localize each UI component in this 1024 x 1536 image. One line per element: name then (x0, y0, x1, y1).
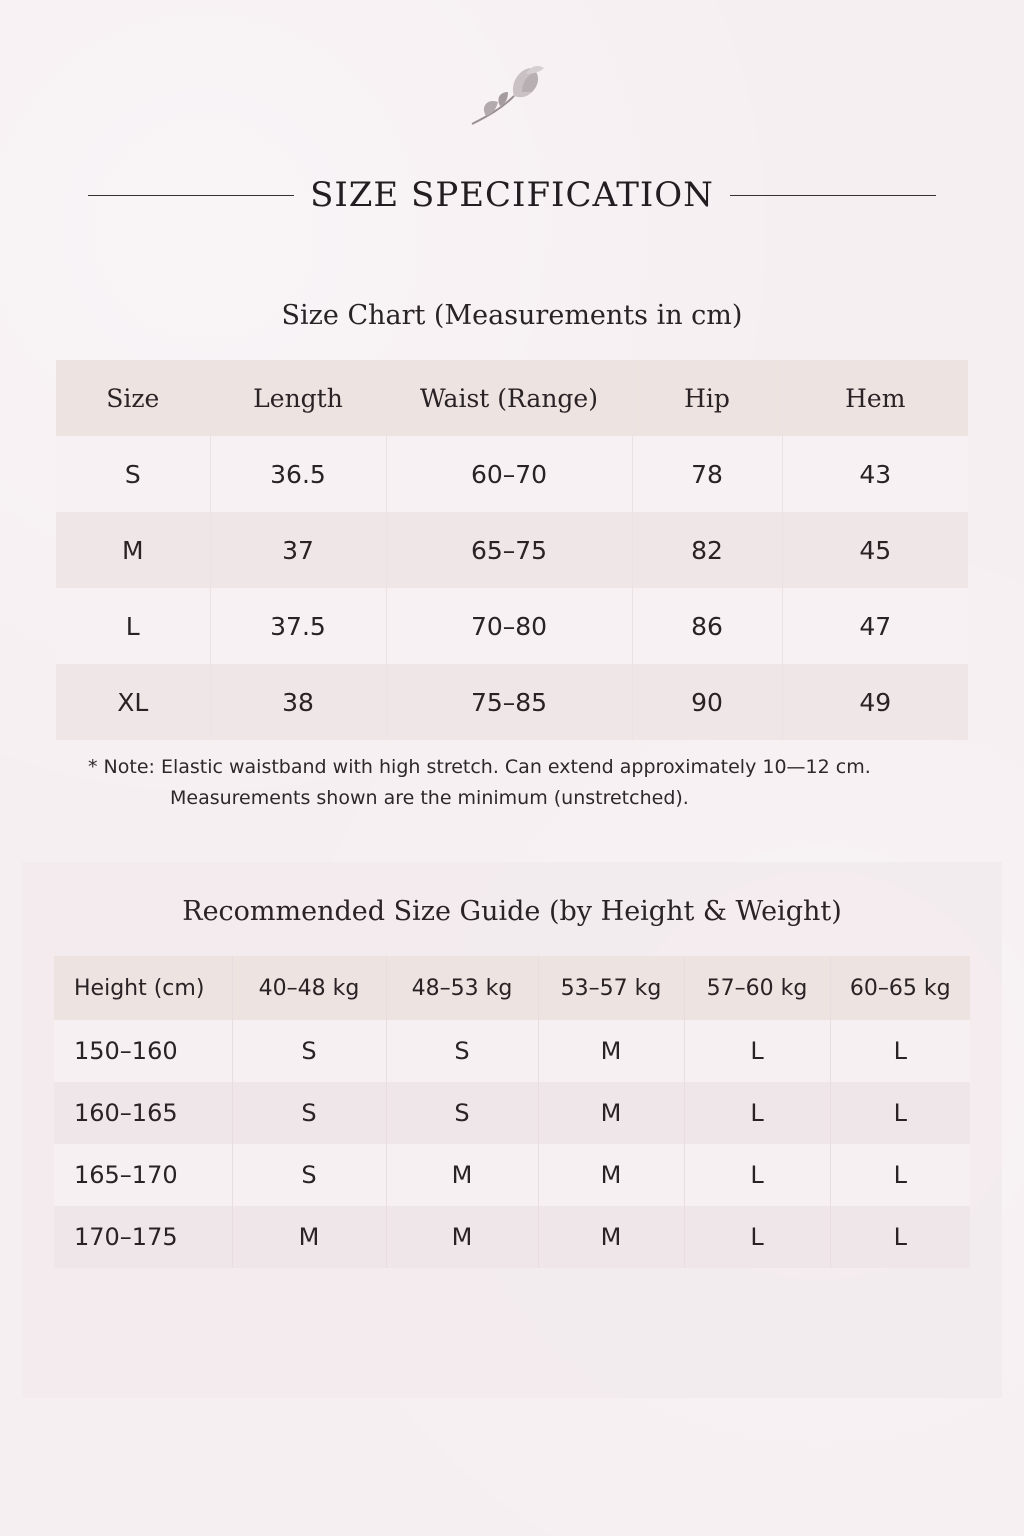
table-cell: 90 (632, 664, 782, 740)
table-cell: M (386, 1144, 538, 1206)
table-cell: 43 (782, 436, 968, 512)
table-cell: 49 (782, 664, 968, 740)
table-cell: S (232, 1144, 386, 1206)
size-guide-header: 60–65 kg (830, 956, 970, 1020)
table-cell: M (538, 1144, 684, 1206)
table-row (54, 1206, 970, 1268)
table-cell: XL (56, 664, 210, 740)
table-cell: M (538, 1206, 684, 1268)
table-cell: 37.5 (210, 588, 386, 664)
table-cell: 86 (632, 588, 782, 664)
title-rule-right (730, 195, 936, 196)
rose-icon (466, 62, 558, 128)
size-note-line-2: Measurements shown are the minimum (unstretched). (170, 787, 689, 809)
table-cell: M (386, 1206, 538, 1268)
table-cell: 47 (782, 588, 968, 664)
table-cell: 160–165 (54, 1082, 232, 1144)
size-chart-header: Hip (632, 360, 782, 436)
table-cell: S (232, 1082, 386, 1144)
table-cell: 36.5 (210, 436, 386, 512)
table-cell: M (56, 512, 210, 588)
size-guide-header: 57–60 kg (684, 956, 830, 1020)
size-chart-table (56, 360, 968, 740)
table-cell: L (684, 1144, 830, 1206)
size-guide-header: 53–57 kg (538, 956, 684, 1020)
table-cell: 60–70 (386, 436, 632, 512)
table-cell: 38 (210, 664, 386, 740)
table-row (54, 1144, 970, 1206)
table-row (56, 664, 968, 740)
table-row (54, 1020, 970, 1082)
title-row (88, 170, 936, 220)
size-chart-header: Size (56, 360, 210, 436)
table-cell: M (538, 1020, 684, 1082)
page-title: SIZE SPECIFICATION (310, 175, 714, 215)
table-cell: M (232, 1206, 386, 1268)
size-chart-header-row (56, 360, 968, 436)
table-cell: 78 (632, 436, 782, 512)
table-cell: L (830, 1144, 970, 1206)
size-chart-header: Hem (782, 360, 968, 436)
size-guide-header-row (54, 956, 970, 1020)
table-cell: L (830, 1082, 970, 1144)
size-note-line-1: * Note: Elastic waistband with high stretch. Can extend approximately 10—12 cm. (88, 756, 871, 778)
size-chart-header: Waist (Range) (386, 360, 632, 436)
table-cell: L (684, 1082, 830, 1144)
table-cell: L (830, 1206, 970, 1268)
table-row (54, 1082, 970, 1144)
table-cell: 45 (782, 512, 968, 588)
table-cell: 37 (210, 512, 386, 588)
table-cell: L (830, 1020, 970, 1082)
table-row (56, 436, 968, 512)
table-cell: 65–75 (386, 512, 632, 588)
size-guide-table (54, 956, 970, 1268)
size-note (88, 752, 948, 814)
table-cell: 165–170 (54, 1144, 232, 1206)
table-cell: 70–80 (386, 588, 632, 664)
table-cell: S (56, 436, 210, 512)
table-cell: M (538, 1082, 684, 1144)
table-cell: L (56, 588, 210, 664)
table-cell: S (386, 1082, 538, 1144)
size-chart-header: Length (210, 360, 386, 436)
size-guide-title: Recommended Size Guide (by Height & Weight) (182, 896, 842, 927)
table-row (56, 512, 968, 588)
table-cell: S (232, 1020, 386, 1082)
table-row (56, 588, 968, 664)
table-cell: L (684, 1206, 830, 1268)
size-guide-header: Height (cm) (54, 956, 232, 1020)
size-guide-header: 48–53 kg (386, 956, 538, 1020)
size-chart-title: Size Chart (Measurements in cm) (281, 300, 743, 331)
table-cell: 75–85 (386, 664, 632, 740)
table-cell: L (684, 1020, 830, 1082)
table-cell: 82 (632, 512, 782, 588)
table-cell: 170–175 (54, 1206, 232, 1268)
table-cell: S (386, 1020, 538, 1082)
title-rule-left (88, 195, 294, 196)
size-guide-header: 40–48 kg (232, 956, 386, 1020)
table-cell: 150–160 (54, 1020, 232, 1082)
